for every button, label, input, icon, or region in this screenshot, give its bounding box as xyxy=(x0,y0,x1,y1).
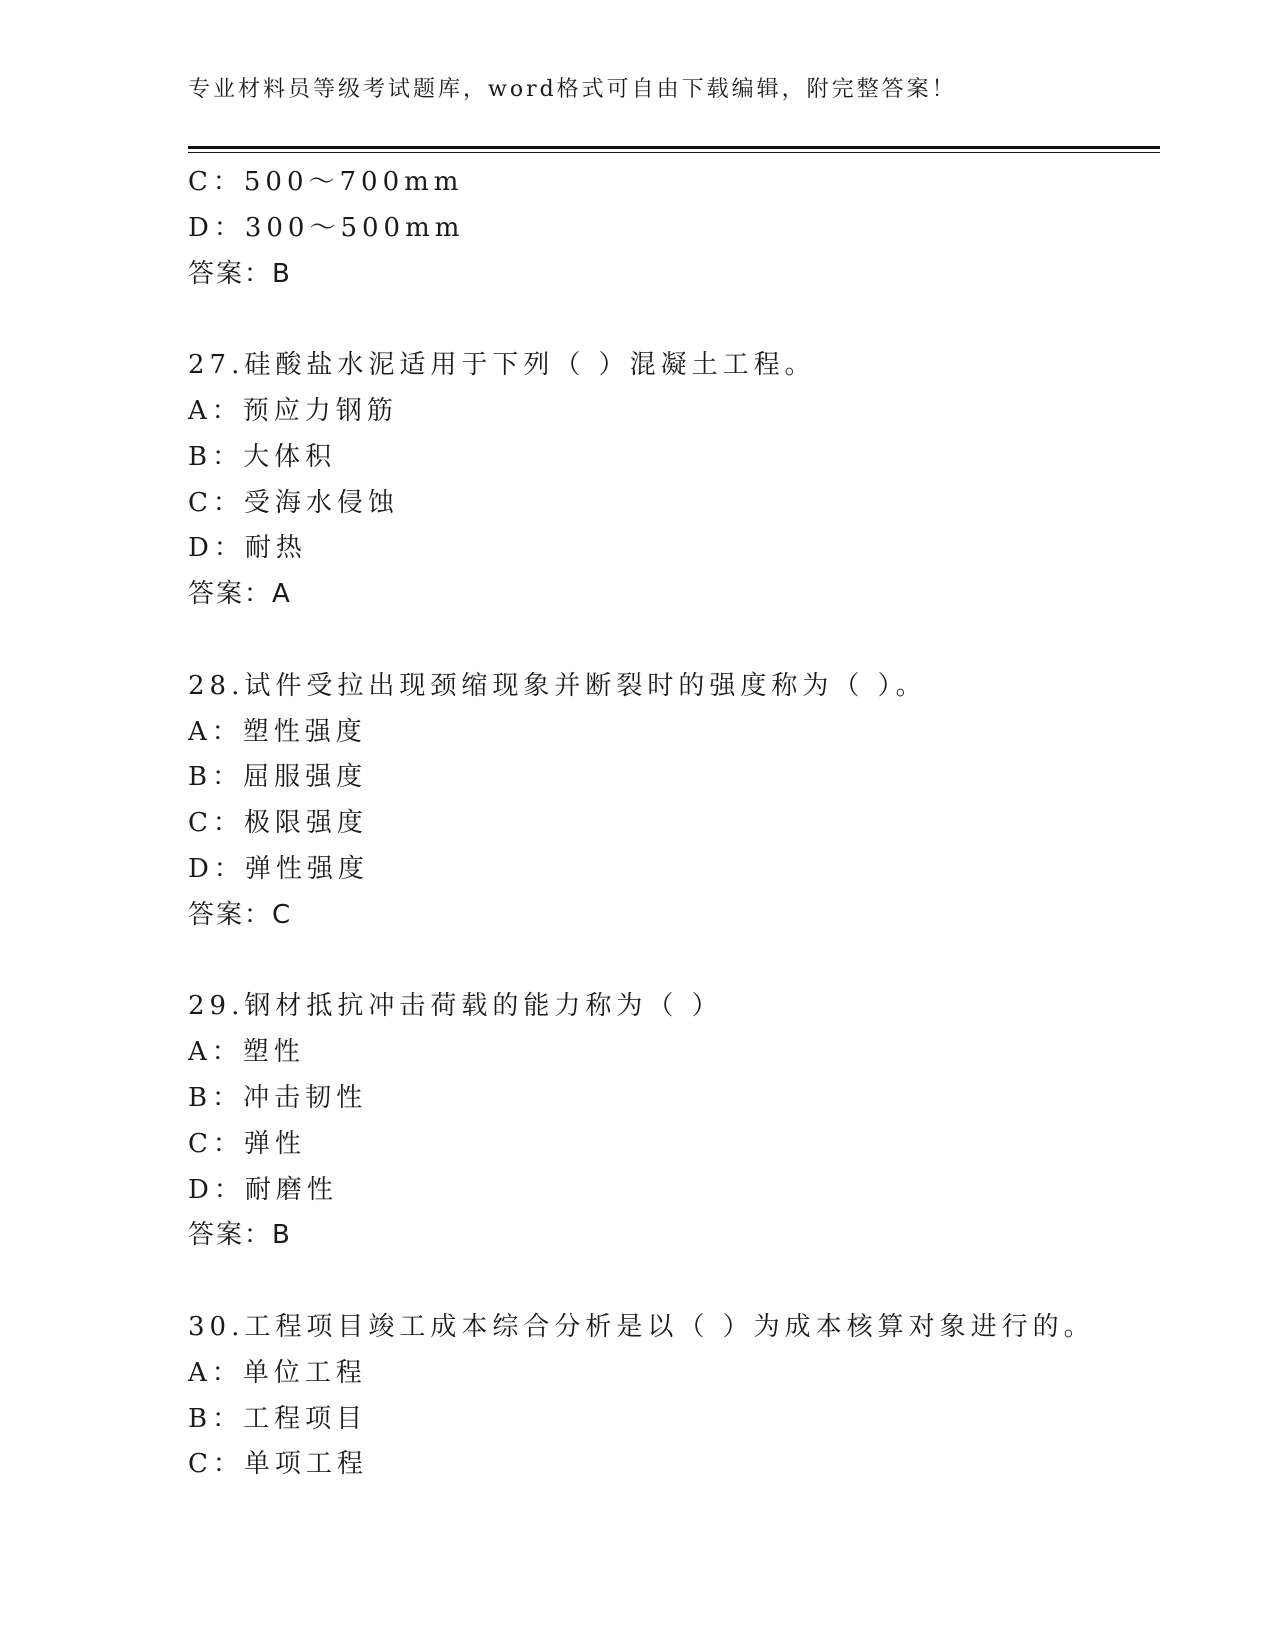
question-spacer xyxy=(188,618,1160,664)
question-spacer xyxy=(188,297,1160,343)
option-line: D：300～500mm xyxy=(188,212,465,243)
option-line: A：塑性 xyxy=(188,1037,305,1068)
page-header: 专业材料员等级考试题库，word格式可自由下载编辑，附完整答案！ xyxy=(188,77,957,102)
option-line: D：耐磨性 xyxy=(188,1174,338,1205)
question-stem: 29.钢材抵抗冲击荷载的能力称为（ ） xyxy=(188,991,723,1022)
answer-line: 答案：B xyxy=(188,258,292,289)
option-line: C：单项工程 xyxy=(188,1449,368,1480)
option-line: D：弹性强度 xyxy=(188,853,369,884)
question-stem: 28.试件受拉出现颈缩现象并断裂时的强度称为（ ）。 xyxy=(188,670,927,701)
answer-line: 答案：B xyxy=(188,1220,292,1251)
option-line: A：塑性强度 xyxy=(188,716,367,747)
option-line: B：大体积 xyxy=(188,441,337,472)
option-line: C：极限强度 xyxy=(188,808,368,839)
option-line: A：单位工程 xyxy=(188,1357,367,1388)
option-line: B：屈服强度 xyxy=(188,762,368,793)
option-line: B：冲击韧性 xyxy=(188,1082,368,1113)
question-stem: 30.工程项目竣工成本综合分析是以（ ）为成本核算对象进行的。 xyxy=(188,1311,1095,1342)
option-line: D：耐热 xyxy=(188,533,307,564)
option-line: C：受海水侵蚀 xyxy=(188,487,399,518)
option-line: B：工程项目 xyxy=(188,1403,368,1434)
option-line: C：500～700mm xyxy=(188,167,464,197)
question-spacer xyxy=(188,939,1160,985)
option-line: C：弹性 xyxy=(188,1128,306,1159)
question-list xyxy=(188,160,1160,1488)
option-line: A：预应力钢筋 xyxy=(188,395,398,426)
header-divider-thin xyxy=(188,152,1160,153)
question-stem: 27.硅酸盐水泥适用于下列（ ）混凝土工程。 xyxy=(188,350,816,381)
question-spacer xyxy=(188,1259,1160,1305)
answer-line: 答案：C xyxy=(188,899,293,930)
answer-line: 答案：A xyxy=(188,579,292,610)
header-divider-thick xyxy=(188,146,1160,149)
